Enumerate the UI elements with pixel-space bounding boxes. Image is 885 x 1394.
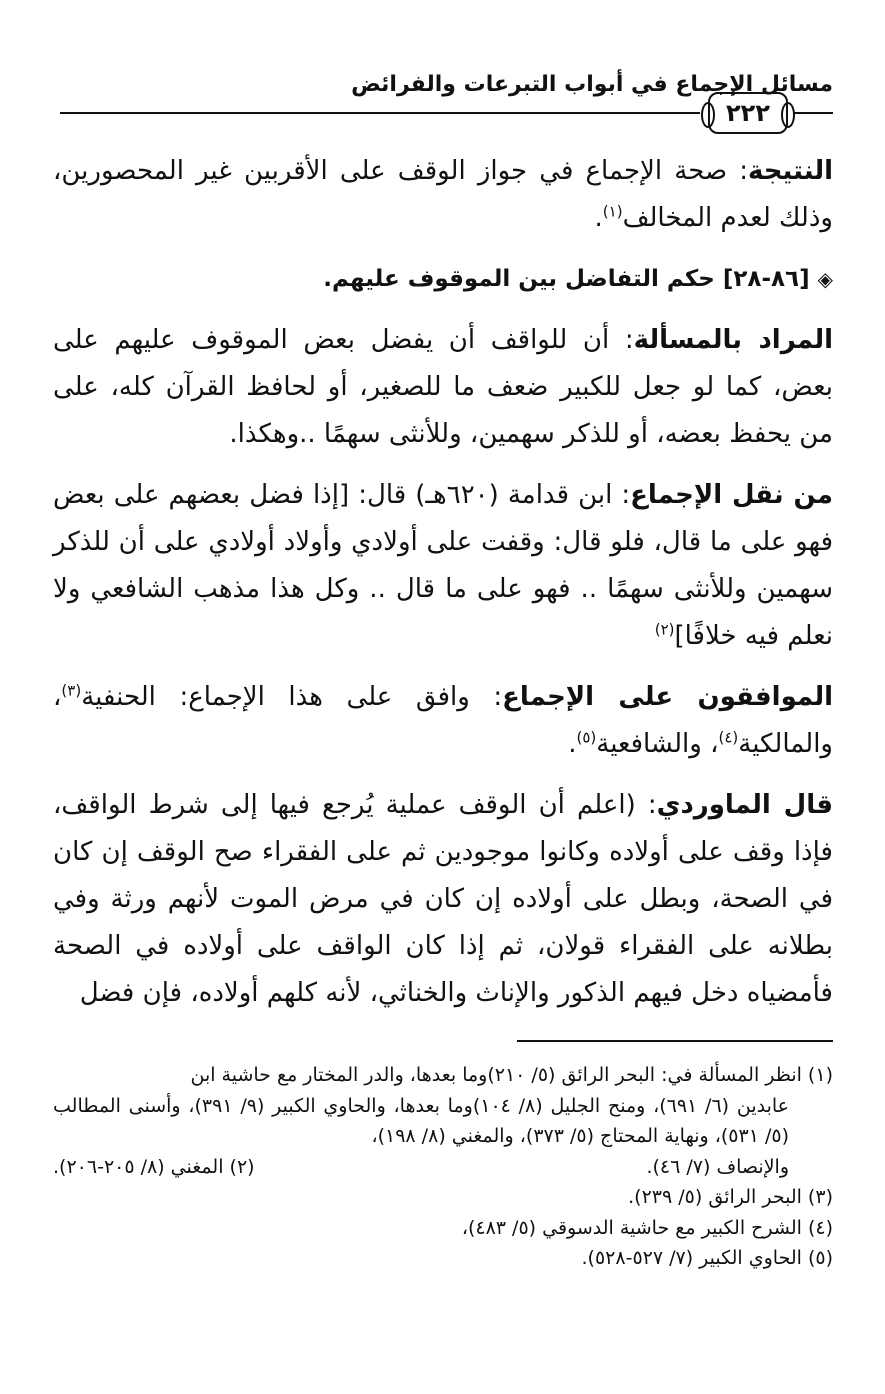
diamond-icon: ◈ [817, 267, 833, 291]
meaning-paragraph [53, 317, 833, 458]
footnote-ref-4: (٤) [718, 728, 739, 747]
result-end: . [594, 203, 603, 233]
agreers-text-2: ، والمالكية [53, 682, 833, 759]
section-title: [٨٦-٢٨] حكم التفاضل بين الموقوف عليهم. [323, 266, 810, 292]
footnote-1-continued: عابدين (٦/ ٦٩١)، ومنح الجليل (٨/ ١٠٤)وما بعدها، والحاوي الكبير (٩/ ٣٩١)، وأسنى المطالب (٥/ ٥٣١)، ونهاية المحتاج (٥/ ٣٧٣)، والمغني (٨/ ١٩٨)، [53, 1094, 789, 1147]
header-rule-right [793, 112, 833, 114]
result-text: : صحة الإجماع في جواز الوقف على الأقربين غير المحصورين، وذلك لعدم المخالف [53, 156, 833, 233]
transmitter-text: : ابن قدامة (٦٢٠هـ) قال: [إذا فضل بعضهم على بعض فهو على ما قال، فلو قال: وقفت على أولادي وأولاد أولادي على أن للذكر سهمين وللأنثى سهمًا .. فهو على ما قال .. وكل هذا مذهب الشافعي ولا نعلم فيه خلافًا] [53, 480, 833, 651]
mawardi-label: قال الماوردي [656, 790, 833, 820]
mawardi-text: : (اعلم أن الوقف عملية يُرجع فيها إلى شرط الواقف، فإذا وقف على أولاده وكانوا موجودين ثم على الفقراء صح الوقف إن كان في الصحة، وبطل على أولاده إن كان في مرض الموت لأنهم ورثة وفي بطلانه على الفقراء قولان، ثم إذا كان الواقف على أولاده في الصحة فأمضياه دخل فيهم الذكور والإناث والخناثي، لأنه كلهم أولاده، فإن فضل [53, 790, 833, 1008]
page-number-ornament [708, 92, 788, 134]
footnote-3: (٣) البحر الرائق (٥/ ٢٣٩). [628, 1186, 833, 1208]
agreers-paragraph [53, 674, 833, 768]
footnote-ref-1: (١) [602, 202, 623, 221]
running-title: مسائل الإجماع في أبواب التبرعات والفرائض [351, 72, 833, 97]
footnote-4: (٤) الشرح الكبير مع حاشية الدسوقي (٥/ ٤٨٣)، [461, 1216, 833, 1239]
footnote-1-last: والإنصاف (٧/ ٤٦). [646, 1155, 789, 1178]
main-text [53, 148, 833, 1031]
footnote-ref-5: (٥) [576, 728, 597, 747]
agreers-label: الموافقون على الإجماع [502, 682, 834, 712]
section-heading [53, 256, 833, 303]
transmitter-label: من نقل الإجماع [630, 480, 833, 510]
footnote-5: (٥) الحاوي الكبير (٧/ ٥٢٧-٥٢٨). [581, 1247, 833, 1269]
footnote-2: (٢) المغني (٨/ ٢٠٥-٢٠٦). [53, 1155, 255, 1178]
transmitter-paragraph [53, 472, 833, 660]
result-paragraph [53, 148, 833, 242]
meaning-text: : أن للواقف أن يفضل بعض الموقوف عليهم على بعض، كما لو جعل للكبير ضعف ما للصغير، أو لحافظ القرآن كله، على من يحفظ بعضه، أو للذكر سهمين، وللأنثى سهمًا ..وهكذا. [53, 325, 833, 449]
agreers-text-3: ، والشافعية [596, 729, 719, 759]
agreers-text-1: : وافق على هذا الإجماع: الحنفية [81, 682, 503, 712]
header-rule [60, 112, 700, 114]
footnote-ref-2: (٢) [654, 620, 675, 639]
mawardi-paragraph [53, 782, 833, 1017]
footnote-1: (١) انظر المسألة في: البحر الرائق (٥/ ٢١٠)وما بعدها، والدر المختار مع حاشية ابن [190, 1064, 833, 1086]
footnote-1-2-line [53, 1152, 833, 1183]
result-label: النتيجة [747, 156, 833, 186]
agreers-end: . [568, 729, 577, 759]
footnotes [53, 1060, 833, 1274]
footnote-separator [517, 1040, 833, 1042]
footnote-ref-3: (٣) [61, 681, 82, 700]
page-number: ٢٢٢ [726, 99, 770, 127]
meaning-label: المراد بالمسألة [633, 325, 834, 355]
